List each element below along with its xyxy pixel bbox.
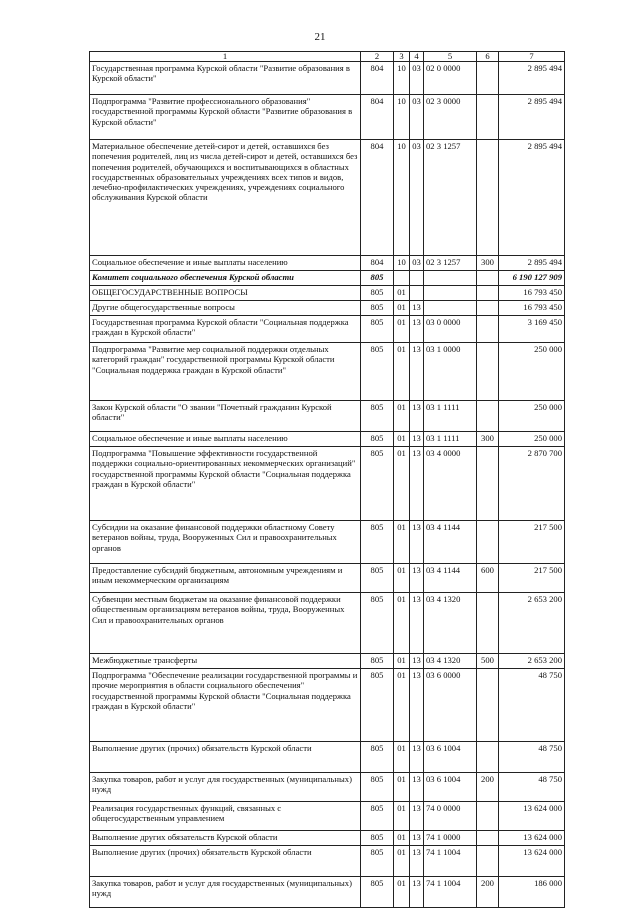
row-amount: 48 750 <box>499 742 565 773</box>
row-amount: 2 895 494 <box>499 256 565 271</box>
row-expense-type <box>477 301 499 316</box>
row-subsection-code: 13 <box>410 432 424 447</box>
row-expense-type: 600 <box>477 564 499 593</box>
table-row <box>90 877 565 908</box>
row-name: Подпрограмма "Обеспечение реализации государственной программы и прочие мероприятия в области социального обеспечения" государственной программы Курской области "Социальная поддержка граждан в Курской области" <box>90 669 361 742</box>
row-ministry-code: 805 <box>361 564 394 593</box>
row-target-article: 03 4 1144 <box>424 521 477 564</box>
row-target-article: 03 4 0000 <box>424 447 477 521</box>
row-expense-type <box>477 286 499 301</box>
table-body <box>90 62 565 908</box>
row-name: Социальное обеспечение и иные выплаты населению <box>90 256 361 271</box>
row-subsection-code <box>410 286 424 301</box>
row-ministry-code: 805 <box>361 286 394 301</box>
row-amount: 217 500 <box>499 521 565 564</box>
row-ministry-code: 805 <box>361 432 394 447</box>
row-ministry-code: 805 <box>361 521 394 564</box>
table-row <box>90 432 565 447</box>
table-row <box>90 521 565 564</box>
row-amount: 2 895 494 <box>499 140 565 256</box>
table-row <box>90 316 565 343</box>
row-subsection-code: 13 <box>410 877 424 908</box>
table-row <box>90 271 565 286</box>
row-ministry-code: 805 <box>361 846 394 877</box>
row-name: Комитет социального обеспечения Курской области <box>90 271 361 286</box>
row-name: Выполнение других (прочих) обязательств Курской области <box>90 742 361 773</box>
row-name: Закон Курской области "О звании "Почетный гражданин Курской области" <box>90 401 361 432</box>
row-expense-type <box>477 742 499 773</box>
row-subsection-code: 13 <box>410 654 424 669</box>
row-name: Другие общегосударственные вопросы <box>90 301 361 316</box>
row-expense-type <box>477 316 499 343</box>
row-subsection-code: 13 <box>410 669 424 742</box>
row-section-code: 01 <box>394 802 410 831</box>
row-section-code <box>394 271 410 286</box>
row-ministry-code: 804 <box>361 95 394 140</box>
row-name: Закупка товаров, работ и услуг для государственных (муниципальных) нужд <box>90 877 361 908</box>
row-section-code: 10 <box>394 95 410 140</box>
header-cell-6: 6 <box>477 52 499 62</box>
row-name: Материальное обеспечение детей-сирот и детей, оставшихся без попечения родителей, лиц из числа детей-сирот и детей, оставшихся без попечения родителей, обучающихся и воспитывающихся в областных государственных образовательных учреждениях всех типов и видов, лечебно-профилактических учреждениях, учреждениях социального обслуживания Курской области <box>90 140 361 256</box>
row-expense-type: 500 <box>477 654 499 669</box>
row-target-article: 03 4 1144 <box>424 564 477 593</box>
table-row <box>90 286 565 301</box>
table-row <box>90 773 565 802</box>
row-ministry-code: 805 <box>361 669 394 742</box>
table-row <box>90 62 565 95</box>
row-amount: 13 624 000 <box>499 802 565 831</box>
row-amount: 250 000 <box>499 432 565 447</box>
row-target-article: 03 0 0000 <box>424 316 477 343</box>
row-expense-type <box>477 95 499 140</box>
row-amount: 48 750 <box>499 773 565 802</box>
row-section-code: 01 <box>394 521 410 564</box>
row-ministry-code: 805 <box>361 742 394 773</box>
table-row <box>90 301 565 316</box>
row-amount: 2 653 200 <box>499 654 565 669</box>
row-name: Социальное обеспечение и иные выплаты населению <box>90 432 361 447</box>
row-name: Подпрограмма "Развитие мер социальной поддержки отдельных категорий граждан" государственной программы Курской области "Социальная поддержка граждан в Курской области" <box>90 343 361 401</box>
row-target-article: 03 4 1320 <box>424 654 477 669</box>
row-section-code: 01 <box>394 773 410 802</box>
table-row <box>90 654 565 669</box>
row-section-code: 01 <box>394 286 410 301</box>
row-target-article: 02 3 0000 <box>424 95 477 140</box>
table-row <box>90 95 565 140</box>
header-cell-3: 3 <box>394 52 410 62</box>
table-row <box>90 831 565 846</box>
row-subsection-code <box>410 271 424 286</box>
row-target-article: 03 1 1111 <box>424 432 477 447</box>
row-section-code: 01 <box>394 742 410 773</box>
row-section-code: 01 <box>394 343 410 401</box>
row-name: Межбюджетные трансферты <box>90 654 361 669</box>
table-row <box>90 742 565 773</box>
row-subsection-code: 13 <box>410 401 424 432</box>
row-subsection-code: 13 <box>410 521 424 564</box>
row-ministry-code: 804 <box>361 62 394 95</box>
table-row <box>90 447 565 521</box>
row-subsection-code: 13 <box>410 593 424 654</box>
row-target-article: 03 6 1004 <box>424 773 477 802</box>
row-section-code: 01 <box>394 447 410 521</box>
row-subsection-code: 03 <box>410 62 424 95</box>
row-target-article: 02 0 0000 <box>424 62 477 95</box>
row-target-article: 02 3 1257 <box>424 140 477 256</box>
row-section-code: 10 <box>394 256 410 271</box>
row-amount: 217 500 <box>499 564 565 593</box>
row-name: Подпрограмма "Повышение эффективности государственной поддержки социально-ориентированных некоммерческих организаций" государственной программы Курской области "Социальная поддержка граждан в Курской области" <box>90 447 361 521</box>
row-target-article: 03 4 1320 <box>424 593 477 654</box>
row-ministry-code: 805 <box>361 654 394 669</box>
row-expense-type <box>477 846 499 877</box>
row-name: Предоставление субсидий бюджетным, автономным учреждениям и иным некоммерческим организациям <box>90 564 361 593</box>
row-name: Выполнение других обязательств Курской области <box>90 831 361 846</box>
row-section-code: 01 <box>394 432 410 447</box>
row-subsection-code: 13 <box>410 301 424 316</box>
row-ministry-code: 805 <box>361 831 394 846</box>
row-subsection-code: 13 <box>410 316 424 343</box>
row-section-code: 01 <box>394 316 410 343</box>
row-section-code: 01 <box>394 654 410 669</box>
row-target-article: 03 6 0000 <box>424 669 477 742</box>
row-ministry-code: 805 <box>361 343 394 401</box>
table-row <box>90 256 565 271</box>
row-subsection-code: 13 <box>410 447 424 521</box>
row-amount: 13 624 000 <box>499 831 565 846</box>
table-row <box>90 343 565 401</box>
row-expense-type <box>477 401 499 432</box>
row-target-article: 74 1 0000 <box>424 831 477 846</box>
table-row <box>90 846 565 877</box>
row-amount: 250 000 <box>499 401 565 432</box>
row-section-code: 01 <box>394 401 410 432</box>
row-subsection-code: 13 <box>410 802 424 831</box>
header-cell-5: 5 <box>424 52 477 62</box>
row-section-code: 01 <box>394 669 410 742</box>
row-ministry-code: 805 <box>361 773 394 802</box>
row-amount: 2 653 200 <box>499 593 565 654</box>
row-amount: 2 895 494 <box>499 62 565 95</box>
row-expense-type <box>477 343 499 401</box>
header-cell-4: 4 <box>410 52 424 62</box>
row-expense-type <box>477 271 499 286</box>
header-row <box>90 52 565 62</box>
table-row <box>90 593 565 654</box>
row-subsection-code: 13 <box>410 846 424 877</box>
row-ministry-code: 805 <box>361 316 394 343</box>
row-target-article <box>424 286 477 301</box>
row-ministry-code: 805 <box>361 802 394 831</box>
row-subsection-code: 13 <box>410 773 424 802</box>
row-target-article: 74 0 0000 <box>424 802 477 831</box>
row-name: Субсидии на оказание финансовой поддержки областному Совету ветеранов войны, труда, Вооруженных Сил и правоохранительных органов <box>90 521 361 564</box>
row-name: Субвенции местным бюджетам на оказание финансовой поддержки общественным организациям ветеранов войны, труда, Вооруженных Сил и правоохранительных органов <box>90 593 361 654</box>
row-amount: 6 190 127 909 <box>499 271 565 286</box>
table-row <box>90 669 565 742</box>
row-amount: 2 895 494 <box>499 95 565 140</box>
row-name: ОБЩЕГОСУДАРСТВЕННЫЕ ВОПРОСЫ <box>90 286 361 301</box>
row-name: Выполнение других (прочих) обязательств Курской области <box>90 846 361 877</box>
row-subsection-code: 03 <box>410 140 424 256</box>
row-section-code: 10 <box>394 140 410 256</box>
row-target-article: 03 1 0000 <box>424 343 477 401</box>
row-expense-type: 300 <box>477 432 499 447</box>
row-amount: 13 624 000 <box>499 846 565 877</box>
row-target-article: 74 1 1004 <box>424 846 477 877</box>
row-expense-type <box>477 669 499 742</box>
row-target-article <box>424 271 477 286</box>
row-amount: 16 793 450 <box>499 301 565 316</box>
page-number: 21 <box>314 31 326 43</box>
row-section-code: 10 <box>394 62 410 95</box>
row-name: Подпрограмма "Развитие профессионального образования" государственной программы Курской области "Развитие образования в Курской области" <box>90 95 361 140</box>
row-expense-type: 200 <box>477 877 499 908</box>
row-subsection-code: 03 <box>410 256 424 271</box>
row-section-code: 01 <box>394 593 410 654</box>
row-expense-type <box>477 521 499 564</box>
row-target-article: 03 1 1111 <box>424 401 477 432</box>
row-ministry-code: 804 <box>361 256 394 271</box>
row-name: Государственная программа Курской области "Развитие образования в Курской области" <box>90 62 361 95</box>
row-expense-type <box>477 593 499 654</box>
row-amount: 186 000 <box>499 877 565 908</box>
row-expense-type <box>477 447 499 521</box>
row-target-article: 74 1 1004 <box>424 877 477 908</box>
row-ministry-code: 805 <box>361 593 394 654</box>
row-ministry-code: 805 <box>361 301 394 316</box>
row-target-article <box>424 301 477 316</box>
row-expense-type: 300 <box>477 256 499 271</box>
row-expense-type <box>477 140 499 256</box>
header-cell-2: 2 <box>361 52 394 62</box>
row-amount: 250 000 <box>499 343 565 401</box>
row-expense-type <box>477 62 499 95</box>
row-subsection-code: 13 <box>410 831 424 846</box>
row-amount: 2 870 700 <box>499 447 565 521</box>
table-row <box>90 140 565 256</box>
row-name: Государственная программа Курской области "Социальная поддержка граждан в Курской области" <box>90 316 361 343</box>
row-ministry-code: 805 <box>361 401 394 432</box>
row-ministry-code: 804 <box>361 140 394 256</box>
row-section-code: 01 <box>394 846 410 877</box>
row-amount: 3 169 450 <box>499 316 565 343</box>
row-section-code: 01 <box>394 564 410 593</box>
row-section-code: 01 <box>394 831 410 846</box>
row-ministry-code: 805 <box>361 447 394 521</box>
row-section-code: 01 <box>394 301 410 316</box>
header-cell-1: 1 <box>90 52 361 62</box>
budget-table <box>89 51 565 908</box>
table-row <box>90 802 565 831</box>
row-expense-type <box>477 802 499 831</box>
row-section-code: 01 <box>394 877 410 908</box>
row-subsection-code: 13 <box>410 343 424 401</box>
row-amount: 48 750 <box>499 669 565 742</box>
row-expense-type: 200 <box>477 773 499 802</box>
row-target-article: 03 6 1004 <box>424 742 477 773</box>
row-subsection-code: 13 <box>410 742 424 773</box>
row-subsection-code: 03 <box>410 95 424 140</box>
row-name: Закупка товаров, работ и услуг для государственных (муниципальных) нужд <box>90 773 361 802</box>
table-row <box>90 564 565 593</box>
row-amount: 16 793 450 <box>499 286 565 301</box>
header-cell-7: 7 <box>499 52 565 62</box>
row-name: Реализация государственных функций, связанных с общегосударственным управлением <box>90 802 361 831</box>
row-subsection-code: 13 <box>410 564 424 593</box>
row-ministry-code: 805 <box>361 877 394 908</box>
row-expense-type <box>477 831 499 846</box>
row-target-article: 02 3 1257 <box>424 256 477 271</box>
table-row <box>90 401 565 432</box>
row-ministry-code: 805 <box>361 271 394 286</box>
